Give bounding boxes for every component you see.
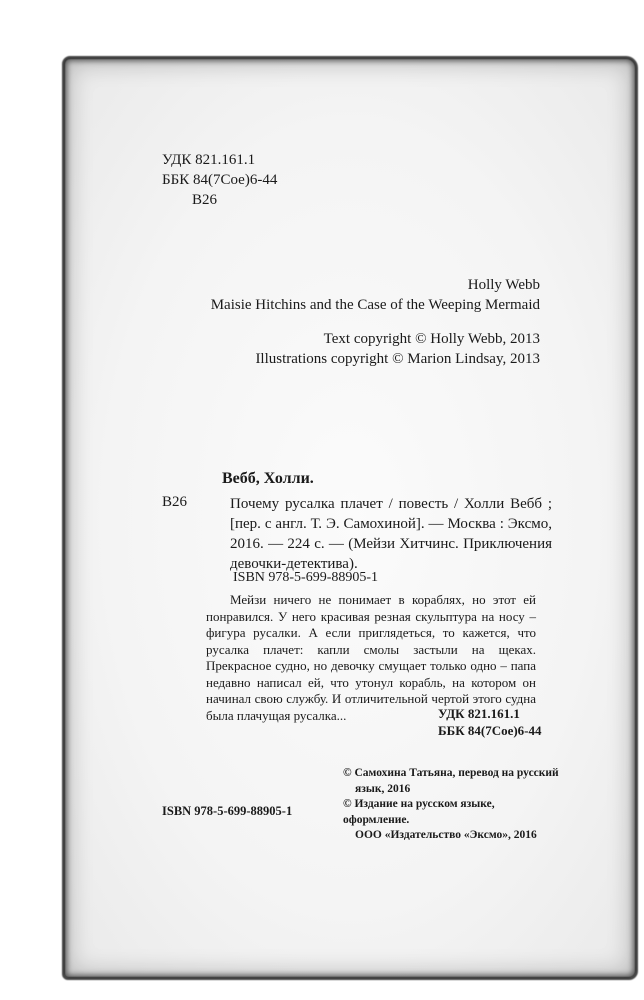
author-heading: Вебб, Холли.: [222, 470, 314, 487]
original-edition-block: [140, 275, 540, 369]
record-isbn: ISBN 978-5-699-88905-1: [233, 570, 379, 585]
bibliographic-description: Почему русалка плачет / повесть / Холли Вебб ; [пер. с англ. Т. Э. Самохиной]. — Москва : Эксмо, 2016. — 224 с. — (Мейзи Хитчинс. Приключения девочки-детектива).: [230, 496, 552, 572]
classification-block: [162, 150, 277, 210]
udk-code: УДК 821.161.1: [162, 152, 256, 168]
record-author-mark: В26: [162, 494, 188, 510]
text-copyright: Text copyright © Holly Webb, 2013: [323, 331, 540, 347]
edition-copyright-cont: ООО «Издательство «Эксмо», 2016: [355, 829, 537, 841]
original-title: Maisie Hitchins and the Case of the Weeping Mermaid: [210, 297, 540, 313]
annotation-text: Мейзи ничего не понимает в кораблях, но этот ей понравился. У него красивая резная скульптура на носу – фигура русалки. А если приглядеться, то кажется, что русалка плачет: капли смолы застыли на щеках. Прекрасное судно, но девочку смущает только одно – папа недавно написал ей, что утонул корабль, на котором он начинал свою службу. И отличительной чертой этого судна была плачущая русалка...: [206, 592, 536, 723]
author-mark: В26: [192, 192, 218, 208]
bottom-bbk: ББК 84(7Сое)6-44: [438, 723, 542, 738]
bbk-code: ББК 84(7Сое)6-44: [162, 172, 278, 188]
translation-copyright-cont: язык, 2016: [355, 782, 411, 795]
translation-copyright: © Самохина Татьяна, перевод на русский: [343, 767, 559, 779]
copyright-notices: [343, 766, 563, 844]
edition-copyright: © Издание на русском языке, оформление.: [343, 798, 495, 826]
bottom-classification: [438, 705, 542, 739]
bottom-udk: УДК 821.161.1: [438, 706, 520, 721]
illustrations-copyright: Illustrations copyright © Marion Lindsay, 2013: [255, 351, 540, 367]
bottom-isbn: ISBN 978-5-699-88905-1: [162, 804, 293, 818]
original-author: Holly Webb: [467, 277, 540, 293]
